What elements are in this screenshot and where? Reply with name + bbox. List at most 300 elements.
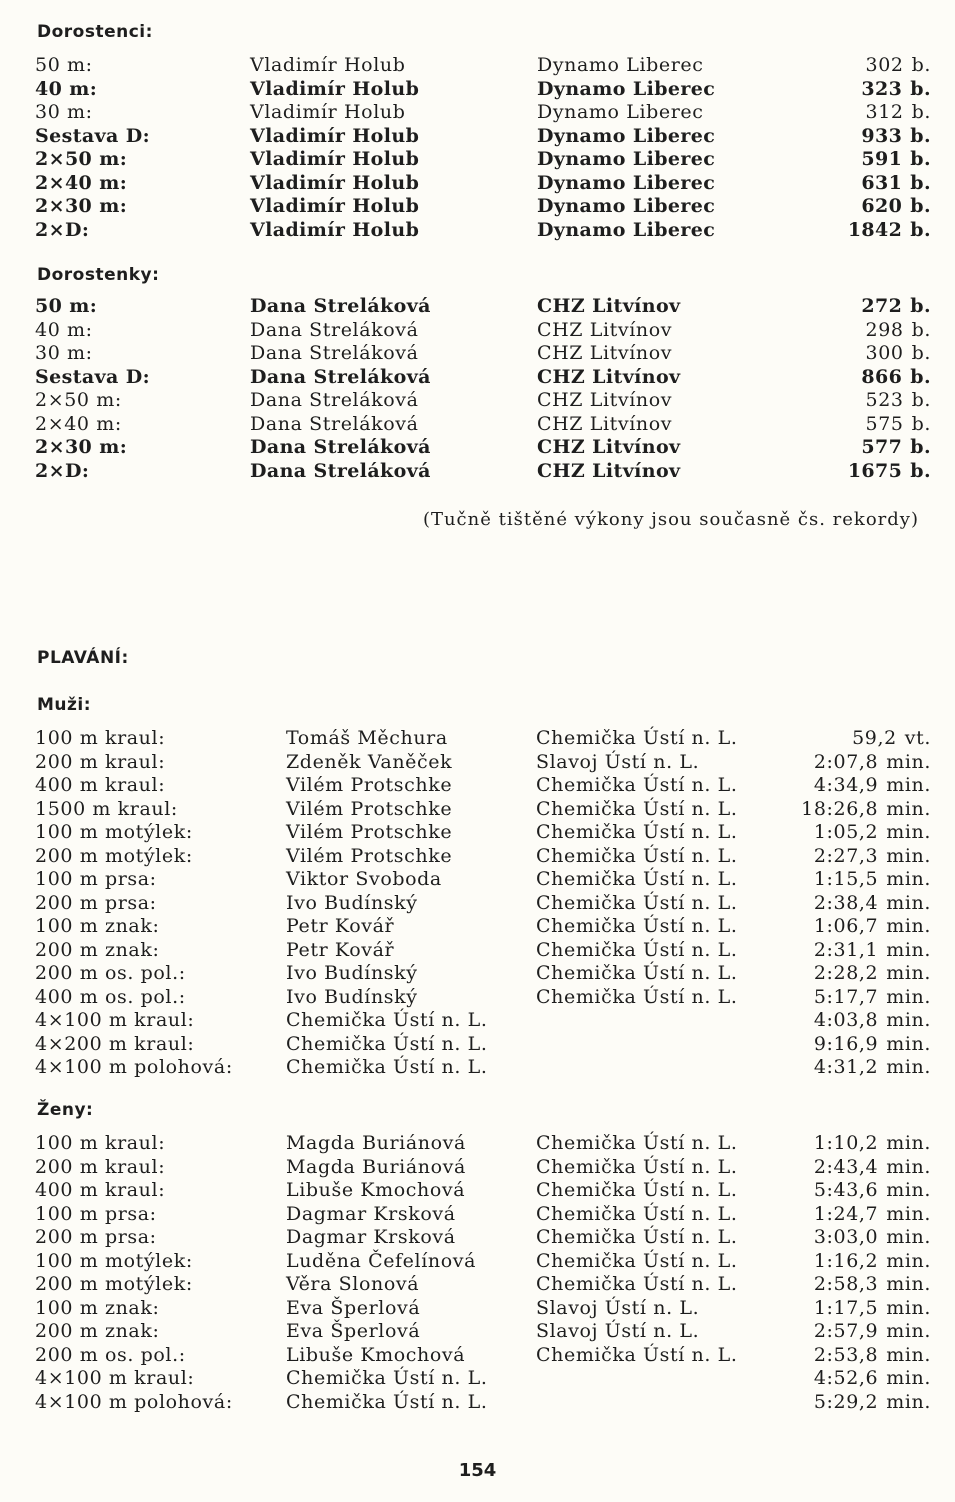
table-row xyxy=(0,77,955,101)
result-unit: min. xyxy=(886,1296,931,1319)
result-number: 1842 xyxy=(847,218,903,241)
result-value xyxy=(814,985,931,1009)
club-name: Slavoj Ústí n. L. xyxy=(536,1320,700,1342)
result-unit: b. xyxy=(910,218,931,241)
table-row xyxy=(0,914,955,938)
result-number: 1:05,2 xyxy=(813,821,879,843)
result-unit: min. xyxy=(886,1226,931,1248)
competitor-name: Dana Streláková xyxy=(250,295,431,317)
competitor-name: Chemička Ústí n. L. xyxy=(286,1056,488,1078)
result-value xyxy=(814,1319,931,1343)
event-label: 2×30 m: xyxy=(35,195,128,217)
result-value xyxy=(861,124,931,148)
competitor-name: Luděna Čefelínová xyxy=(286,1249,477,1272)
table-row xyxy=(0,318,955,342)
competitor-name: Dana Streláková xyxy=(250,412,419,435)
event-label: 2×40 m: xyxy=(35,412,122,435)
competitor-name: Vladimír Holub xyxy=(250,148,420,170)
result-number: 18:26,8 xyxy=(801,797,879,820)
competitor-name: Vladimír Holub xyxy=(250,171,420,194)
result-number: 272 xyxy=(861,295,903,317)
club-name: Dynamo Liberec xyxy=(537,148,716,170)
event-label: 200 m znak: xyxy=(35,1320,160,1342)
event-label: 4×100 m polohová: xyxy=(35,1056,233,1078)
table-row xyxy=(0,1343,955,1367)
result-unit: b. xyxy=(911,342,931,364)
competitor-name: Dagmar Krsková xyxy=(286,1226,456,1248)
table-row xyxy=(0,147,955,171)
competitor-name: Vladimír Holub xyxy=(250,218,420,241)
competitor-name: Dana Streláková xyxy=(250,342,419,364)
result-number: 523 xyxy=(865,389,904,411)
result-value xyxy=(814,938,931,962)
result-unit: b. xyxy=(911,412,931,435)
result-number: 4:31,2 xyxy=(813,1056,879,1078)
result-number: 2:57,9 xyxy=(813,1320,879,1342)
competitor-name: Dana Streláková xyxy=(250,459,431,482)
table-row xyxy=(0,341,955,365)
result-unit: b. xyxy=(910,124,931,147)
table-row xyxy=(0,1319,955,1343)
competitor-name: Eva Šperlová xyxy=(286,1296,421,1319)
table-row xyxy=(0,1155,955,1179)
table-row xyxy=(0,194,955,218)
event-label: 50 m: xyxy=(35,295,98,317)
competitor-name: Dagmar Krsková xyxy=(286,1202,456,1225)
result-value xyxy=(848,459,931,483)
result-unit: min. xyxy=(886,750,931,773)
result-number: 5:29,2 xyxy=(813,1390,879,1413)
event-label: 200 m os. pol.: xyxy=(35,1343,186,1366)
event-label: 4×100 m polohová: xyxy=(35,1390,233,1413)
event-label: 400 m os. pol.: xyxy=(35,985,186,1008)
club-name: Chemička Ústí n. L. xyxy=(536,821,738,843)
table-row xyxy=(0,294,955,318)
result-unit: min. xyxy=(886,821,931,843)
result-unit: min. xyxy=(886,1249,931,1272)
result-unit: b. xyxy=(911,101,931,123)
club-name: Dynamo Liberec xyxy=(537,171,716,194)
subsection-heading-muzi: Muži: xyxy=(37,695,92,715)
section-heading-dorostenci: Dorostenci: xyxy=(37,22,153,42)
competitor-name: Dana Streláková xyxy=(250,436,431,458)
competitor-name: Vilém Protschke xyxy=(286,797,453,820)
table-row xyxy=(0,124,955,148)
competitor-name: Petr Kovář xyxy=(286,938,395,961)
result-unit: min. xyxy=(886,1009,931,1031)
result-number: 59,2 xyxy=(852,727,897,749)
result-value xyxy=(866,388,931,412)
club-name: Chemička Ústí n. L. xyxy=(536,915,738,937)
club-name: Chemička Ústí n. L. xyxy=(536,844,738,867)
result-unit: min. xyxy=(886,938,931,961)
table-row xyxy=(0,435,955,459)
table-row xyxy=(0,100,955,124)
result-unit: min. xyxy=(886,962,931,984)
club-name: CHZ Litvínov xyxy=(537,436,681,458)
result-unit: min. xyxy=(886,1202,931,1225)
table-row xyxy=(0,938,955,962)
result-number: 2:28,2 xyxy=(813,962,879,984)
club-name: Chemička Ústí n. L. xyxy=(536,1179,738,1201)
event-label: 4×100 m kraul: xyxy=(35,1009,195,1031)
result-unit: min. xyxy=(886,1367,931,1389)
event-label: 100 m prsa: xyxy=(35,868,157,890)
result-value xyxy=(814,844,931,868)
club-name: Chemička Ústí n. L. xyxy=(536,938,738,961)
club-name: Dynamo Liberec xyxy=(537,101,704,123)
result-unit: b. xyxy=(910,295,931,317)
result-unit: min. xyxy=(886,985,931,1008)
result-value xyxy=(866,53,931,77)
club-name: Chemička Ústí n. L. xyxy=(536,1343,738,1366)
result-value xyxy=(814,750,931,774)
event-label: Sestava D: xyxy=(35,124,151,147)
club-name: CHZ Litvínov xyxy=(537,365,681,388)
result-unit: min. xyxy=(886,915,931,937)
club-name: CHZ Litvínov xyxy=(537,342,673,364)
result-unit: min. xyxy=(886,1155,931,1178)
event-label: 100 m kraul: xyxy=(35,727,166,749)
table-row xyxy=(0,365,955,389)
records-note: (Tučně tištěné výkony jsou současně čs. rekordy) xyxy=(422,509,919,530)
result-number: 1:17,5 xyxy=(813,1296,879,1319)
result-unit: min. xyxy=(886,868,931,890)
result-value xyxy=(814,1249,931,1273)
result-value xyxy=(866,318,931,342)
result-number: 2:31,1 xyxy=(813,938,879,961)
table-row xyxy=(0,961,955,985)
result-value xyxy=(814,891,931,915)
event-label: 100 m motýlek: xyxy=(35,1249,193,1272)
result-number: 298 xyxy=(865,318,904,341)
competitor-name: Dana Streláková xyxy=(250,318,419,341)
result-unit: b. xyxy=(910,148,931,170)
competitor-name: Vladimír Holub xyxy=(250,54,406,76)
club-name: Chemička Ústí n. L. xyxy=(536,868,738,890)
result-unit: min. xyxy=(886,1320,931,1342)
club-name: Dynamo Liberec xyxy=(537,124,716,147)
club-name: Chemička Ústí n. L. xyxy=(536,1226,738,1248)
table-row xyxy=(0,1202,955,1226)
competitor-name: Ivo Budínský xyxy=(286,985,418,1008)
table-row xyxy=(0,750,955,774)
competitor-name: Vladimír Holub xyxy=(250,195,420,217)
competitor-name: Libuše Kmochová xyxy=(286,1343,466,1366)
table-row xyxy=(0,1178,955,1202)
table-row xyxy=(0,844,955,868)
club-name: Slavoj Ústí n. L. xyxy=(536,750,700,773)
result-number: 4:34,9 xyxy=(813,774,879,796)
result-number: 300 xyxy=(865,342,904,364)
result-value xyxy=(866,100,931,124)
club-name: Dynamo Liberec xyxy=(537,195,716,217)
table-row xyxy=(0,773,955,797)
club-name: Chemička Ústí n. L. xyxy=(536,1249,738,1272)
result-unit: min. xyxy=(886,774,931,796)
club-name: Chemička Ústí n. L. xyxy=(536,774,738,796)
result-unit: b. xyxy=(910,195,931,217)
club-name: Dynamo Liberec xyxy=(537,54,704,76)
event-label: 2×50 m: xyxy=(35,389,122,411)
result-value xyxy=(801,797,931,821)
table-row xyxy=(0,1366,955,1390)
club-name: CHZ Litvínov xyxy=(537,295,681,317)
result-number: 4:52,6 xyxy=(813,1367,879,1389)
result-number: 631 xyxy=(861,171,903,194)
event-label: 2×40 m: xyxy=(35,171,128,194)
result-number: 1675 xyxy=(847,459,903,482)
result-number: 1:15,5 xyxy=(813,868,879,890)
event-label: 50 m: xyxy=(35,54,93,76)
result-unit: min. xyxy=(886,1390,931,1413)
result-number: 577 xyxy=(861,436,903,458)
club-name: CHZ Litvínov xyxy=(537,459,681,482)
result-number: 2:27,3 xyxy=(813,844,879,867)
result-unit: min. xyxy=(886,1056,931,1078)
club-name: Dynamo Liberec xyxy=(537,77,716,100)
result-number: 866 xyxy=(861,365,903,388)
result-value xyxy=(814,1155,931,1179)
table-row xyxy=(0,171,955,195)
competitor-name: Chemička Ústí n. L. xyxy=(286,1390,488,1413)
result-unit: b. xyxy=(910,171,931,194)
competitor-name: Vilém Protschke xyxy=(286,821,453,843)
event-label: 400 m kraul: xyxy=(35,774,166,796)
result-unit: min. xyxy=(886,797,931,820)
result-value xyxy=(861,194,931,218)
table-row xyxy=(0,53,955,77)
section-heading-dorostenky: Dorostenky: xyxy=(37,265,160,285)
event-label: 100 m motýlek: xyxy=(35,821,193,843)
result-value xyxy=(861,365,931,389)
club-name: Chemička Ústí n. L. xyxy=(536,962,738,984)
competitor-name: Chemička Ústí n. L. xyxy=(286,1367,488,1389)
table-row xyxy=(0,985,955,1009)
result-value xyxy=(814,1178,931,1202)
result-value xyxy=(814,1008,931,1032)
result-value xyxy=(814,1032,931,1056)
table-row xyxy=(0,1296,955,1320)
competitor-name: Chemička Ústí n. L. xyxy=(286,1032,488,1055)
event-label: 200 m motýlek: xyxy=(35,1273,193,1295)
event-label: 1500 m kraul: xyxy=(35,797,178,820)
result-value xyxy=(866,341,931,365)
competitor-name: Ivo Budínský xyxy=(286,962,418,984)
club-name: Dynamo Liberec xyxy=(537,218,716,241)
club-name: Chemička Ústí n. L. xyxy=(536,1132,738,1154)
result-number: 2:38,4 xyxy=(813,891,879,914)
competitor-name: Vilém Protschke xyxy=(286,844,453,867)
table-row xyxy=(0,1131,955,1155)
competitor-name: Chemička Ústí n. L. xyxy=(286,1009,488,1031)
result-value xyxy=(861,294,931,318)
table-row xyxy=(0,1008,955,1032)
result-number: 2:07,8 xyxy=(813,750,879,773)
club-name: CHZ Litvínov xyxy=(537,389,673,411)
result-unit: b. xyxy=(910,365,931,388)
competitor-name: Dana Streláková xyxy=(250,389,419,411)
club-name: CHZ Litvínov xyxy=(537,412,673,435)
table-row xyxy=(0,1055,955,1079)
page-number: 154 xyxy=(458,1460,497,1481)
competitor-name: Magda Buriánová xyxy=(286,1132,466,1154)
result-number: 620 xyxy=(861,195,903,217)
club-name: Chemička Ústí n. L. xyxy=(536,891,738,914)
section-heading-plavani: PLAVÁNÍ: xyxy=(37,648,129,668)
result-unit: min. xyxy=(886,1343,931,1366)
event-label: 40 m: xyxy=(35,77,98,100)
result-value xyxy=(814,773,931,797)
club-name: CHZ Litvínov xyxy=(537,318,673,341)
result-value xyxy=(866,412,931,436)
result-value xyxy=(852,726,931,750)
competitor-name: Ivo Budínský xyxy=(286,891,418,914)
competitor-name: Věra Slonová xyxy=(286,1273,420,1295)
table-row xyxy=(0,891,955,915)
result-value xyxy=(814,1055,931,1079)
competitor-name: Vladimír Holub xyxy=(250,77,420,100)
club-name: Chemička Ústí n. L. xyxy=(536,727,738,749)
event-label: 200 m kraul: xyxy=(35,1155,166,1178)
result-number: 575 xyxy=(865,412,904,435)
result-number: 933 xyxy=(861,124,903,147)
club-name: Chemička Ústí n. L. xyxy=(536,985,738,1008)
event-label: 100 m kraul: xyxy=(35,1132,166,1154)
result-number: 1:06,7 xyxy=(813,915,879,937)
result-number: 5:43,6 xyxy=(813,1179,879,1201)
result-value xyxy=(814,1296,931,1320)
club-name: Chemička Ústí n. L. xyxy=(536,1273,738,1295)
result-unit: vt. xyxy=(904,727,931,749)
competitor-name: Libuše Kmochová xyxy=(286,1179,466,1201)
event-label: 100 m prsa: xyxy=(35,1202,157,1225)
table-row xyxy=(0,820,955,844)
event-label: 400 m kraul: xyxy=(35,1179,166,1201)
result-unit: min. xyxy=(886,1179,931,1201)
result-number: 591 xyxy=(861,148,903,170)
competitor-name: Eva Šperlová xyxy=(286,1320,421,1342)
result-unit: b. xyxy=(911,318,931,341)
result-unit: min. xyxy=(886,1132,931,1154)
event-label: 30 m: xyxy=(35,101,93,123)
result-number: 312 xyxy=(865,101,904,123)
club-name: Chemička Ústí n. L. xyxy=(536,1155,738,1178)
event-label: 2×30 m: xyxy=(35,436,128,458)
event-label: 2×D: xyxy=(35,218,90,241)
event-label: 100 m znak: xyxy=(35,915,160,937)
result-value xyxy=(814,1272,931,1296)
result-unit: min. xyxy=(886,1273,931,1295)
table-row xyxy=(0,459,955,483)
competitor-name: Magda Buriánová xyxy=(286,1155,466,1178)
result-unit: b. xyxy=(911,389,931,411)
result-value xyxy=(814,961,931,985)
result-value xyxy=(814,1366,931,1390)
club-name: Chemička Ústí n. L. xyxy=(536,1202,738,1225)
result-value xyxy=(861,147,931,171)
result-value xyxy=(814,1343,931,1367)
result-number: 3:03,0 xyxy=(813,1226,879,1248)
result-value xyxy=(814,820,931,844)
result-value xyxy=(814,1390,931,1414)
result-unit: min. xyxy=(886,844,931,867)
result-number: 1:24,7 xyxy=(813,1202,879,1225)
table-row xyxy=(0,1249,955,1273)
club-name: Chemička Ústí n. L. xyxy=(536,797,738,820)
result-number: 323 xyxy=(861,77,903,100)
result-unit: min. xyxy=(886,891,931,914)
competitor-name: Zdeněk Vaněček xyxy=(286,750,453,773)
result-number: 302 xyxy=(865,54,904,76)
result-unit: b. xyxy=(910,77,931,100)
table-row xyxy=(0,412,955,436)
table-row xyxy=(0,797,955,821)
table-row xyxy=(0,1272,955,1296)
event-label: 100 m znak: xyxy=(35,1296,160,1319)
result-unit: b. xyxy=(910,459,931,482)
table-row xyxy=(0,867,955,891)
table-row xyxy=(0,388,955,412)
subsection-heading-zeny: Ženy: xyxy=(37,1100,94,1120)
event-label: 200 m motýlek: xyxy=(35,844,193,867)
result-value xyxy=(861,171,931,195)
competitor-name: Vladimír Holub xyxy=(250,101,406,123)
result-number: 5:17,7 xyxy=(813,985,879,1008)
result-unit: b. xyxy=(911,54,931,76)
competitor-name: Tomáš Měchura xyxy=(286,727,448,749)
competitor-name: Dana Streláková xyxy=(250,365,431,388)
result-number: 4:03,8 xyxy=(813,1009,879,1031)
result-value xyxy=(861,435,931,459)
result-value xyxy=(814,1225,931,1249)
event-label: 40 m: xyxy=(35,318,93,341)
competitor-name: Vilém Protschke xyxy=(286,774,453,796)
competitor-name: Viktor Svoboda xyxy=(286,868,442,890)
competitor-name: Vladimír Holub xyxy=(250,124,420,147)
table-row xyxy=(0,1032,955,1056)
result-value xyxy=(814,867,931,891)
event-label: 200 m kraul: xyxy=(35,750,166,773)
result-number: 9:16,9 xyxy=(813,1032,879,1055)
result-value xyxy=(861,77,931,101)
event-label: 2×D: xyxy=(35,459,90,482)
event-label: 200 m prsa: xyxy=(35,891,157,914)
event-label: 200 m znak: xyxy=(35,938,160,961)
result-value xyxy=(814,1131,931,1155)
result-number: 1:16,2 xyxy=(813,1249,879,1272)
result-value xyxy=(848,218,931,242)
result-unit: min. xyxy=(886,1032,931,1055)
event-label: 30 m: xyxy=(35,342,93,364)
result-number: 1:10,2 xyxy=(813,1132,879,1154)
event-label: 4×200 m kraul: xyxy=(35,1032,195,1055)
result-number: 2:43,4 xyxy=(813,1155,879,1178)
result-number: 2:58,3 xyxy=(813,1273,879,1295)
event-label: 4×100 m kraul: xyxy=(35,1367,195,1389)
event-label: Sestava D: xyxy=(35,365,151,388)
club-name: Slavoj Ústí n. L. xyxy=(536,1296,700,1319)
event-label: 200 m os. pol.: xyxy=(35,962,186,984)
table-row xyxy=(0,726,955,750)
competitor-name: Petr Kovář xyxy=(286,915,395,937)
result-unit: b. xyxy=(910,436,931,458)
result-value xyxy=(814,1202,931,1226)
table-row xyxy=(0,1225,955,1249)
table-row xyxy=(0,218,955,242)
result-number: 2:53,8 xyxy=(813,1343,879,1366)
table-row xyxy=(0,1390,955,1414)
